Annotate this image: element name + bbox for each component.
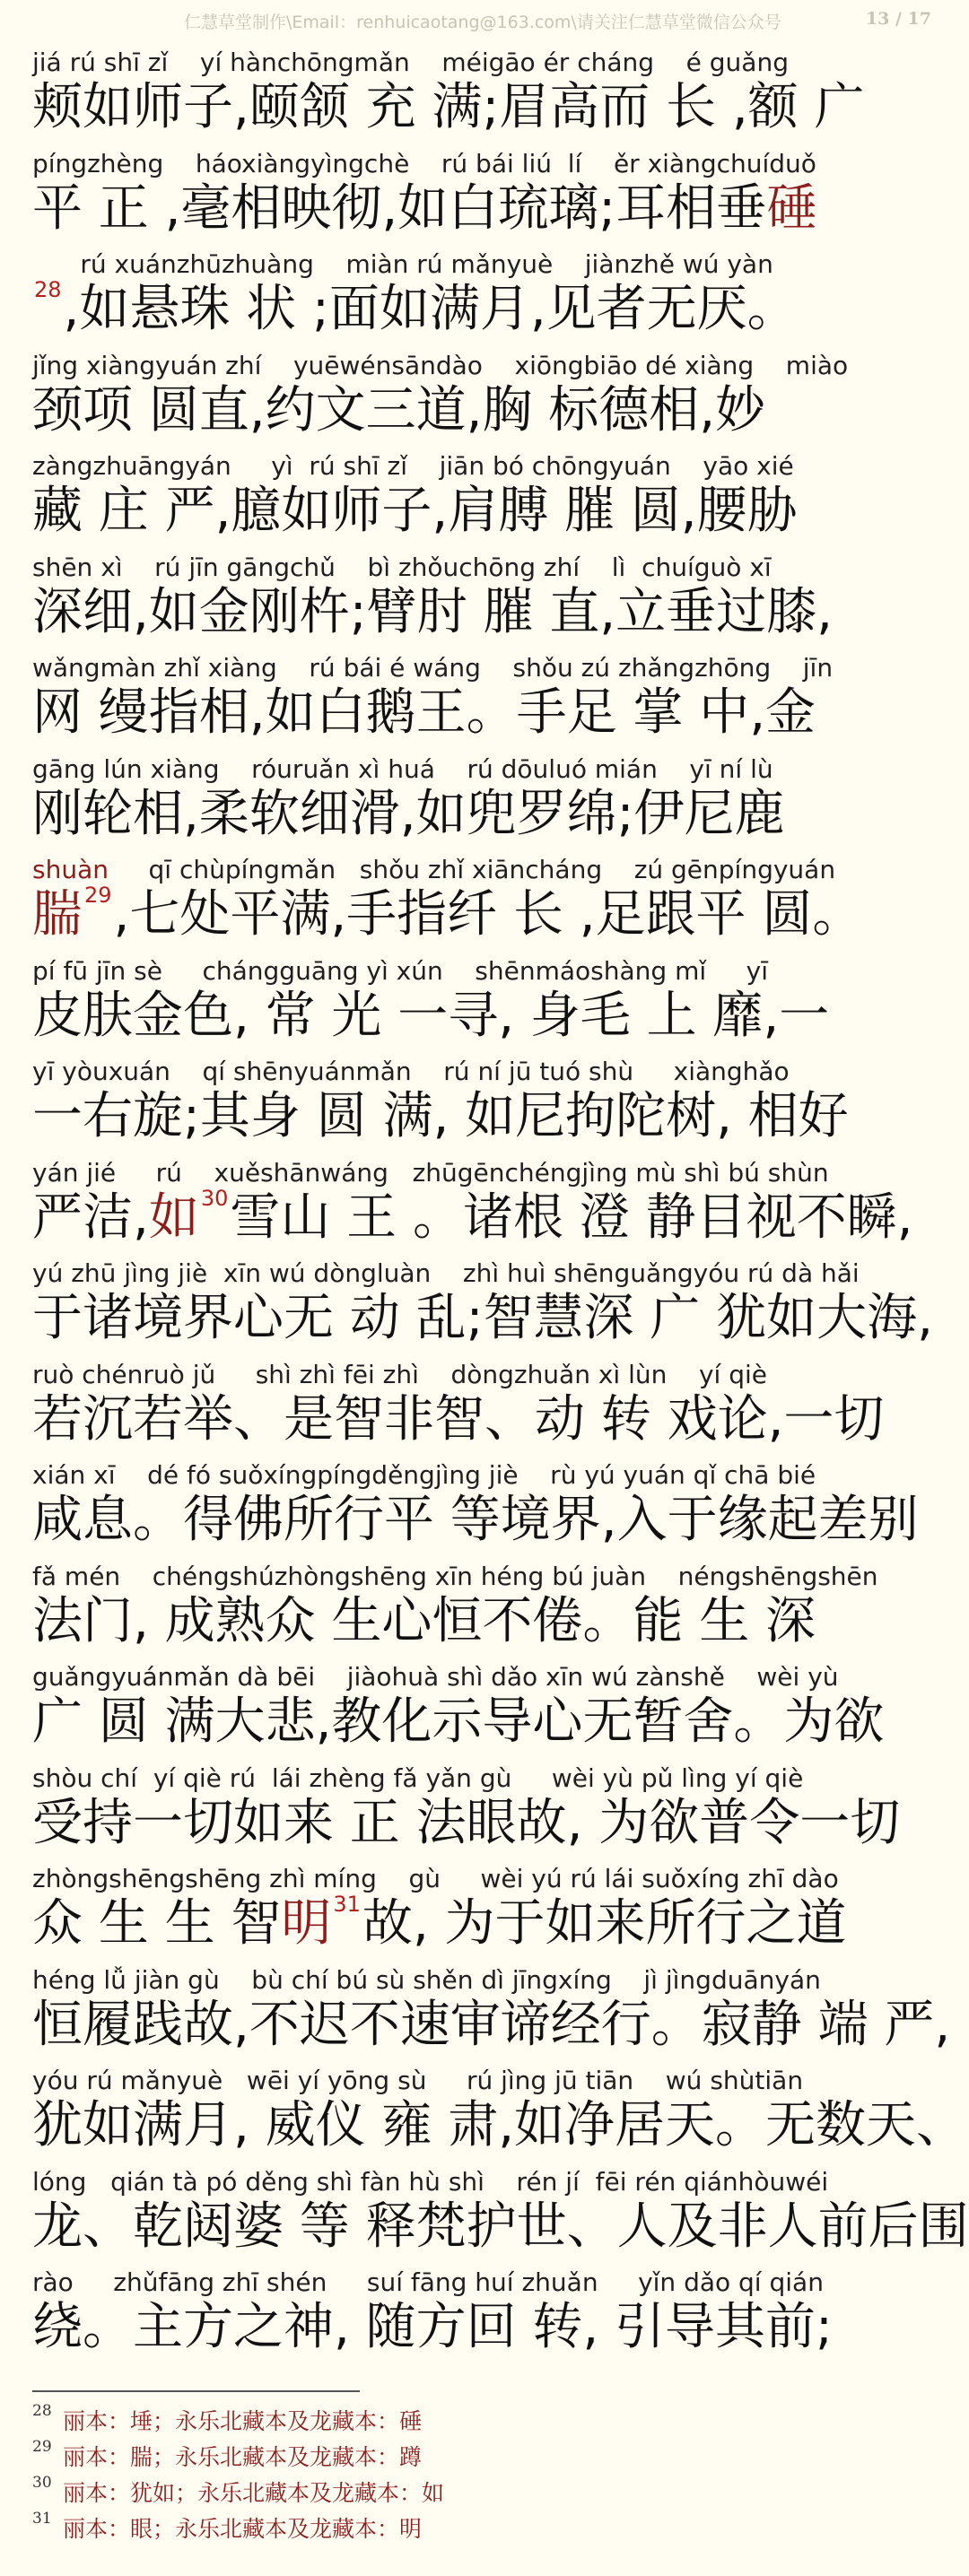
hanzi-line — [32, 784, 947, 845]
footnote — [32, 2438, 930, 2474]
hanzi-line — [32, 1490, 947, 1551]
hanzi-text: 受持一切如来 正 法眼故, 为欲普令一切 — [32, 1793, 901, 1852]
hanzi-line — [32, 1995, 951, 2056]
text-line — [32, 1350, 947, 1451]
text-line — [32, 845, 947, 946]
text-line — [32, 1450, 947, 1552]
hanzi-line — [32, 380, 947, 441]
hanzi-line — [32, 1692, 947, 1753]
pinyin-line: fǎ mén chéngshúzhòngshēng xīn héng bú juàn néngshēngshēn — [32, 1561, 878, 1591]
footnote — [32, 2510, 930, 2546]
hanzi-line — [32, 986, 947, 1047]
hanzi-line — [32, 1185, 947, 1249]
hanzi-text: 网 缦指相,如白鹅王。手足 掌 中,金 — [32, 683, 816, 742]
hanzi-text: 广 圆 满大悲,教化示导心无暂舍。为欲 — [32, 1693, 885, 1751]
pinyin-line: yī yòuxuán qí shēnyuánmǎn rú ní jū tuó shù xiànghǎo — [32, 1057, 790, 1086]
text-line — [32, 2056, 967, 2157]
hanzi-line — [32, 178, 947, 239]
hanzi-line — [32, 1086, 947, 1147]
text-line — [32, 744, 947, 846]
footnote-text: 丽本：腨；永乐北藏本及龙藏本：蹲 — [63, 2444, 423, 2470]
hanzi-line — [32, 1288, 947, 1349]
footnote-text: 丽本：犹如；永乐北藏本及龙藏本：如 — [63, 2480, 445, 2506]
pinyin-line: zhòngshēngshēng zhì míng gù wèi yú rú lái suǒxíng zhī dào — [32, 1864, 839, 1893]
pinyin-line: rào zhǔfāng zhī shén suí fāng huí zhuǎn yǐn dǎo qí qián — [32, 2267, 824, 2297]
hanzi-line — [32, 279, 947, 340]
text-line — [32, 38, 947, 139]
text-line — [32, 1552, 947, 1653]
hanzi-text: 严洁, — [32, 1188, 149, 1247]
hanzi-line — [32, 582, 947, 643]
variant-character: 腨 — [32, 885, 83, 944]
pinyin-line: shuàn qī chùpíngmǎn shǒu zhǐ xiāncháng zú gēnpíngyuán — [32, 855, 836, 884]
page-header — [0, 5, 969, 36]
footnote-number: 28 — [32, 2402, 52, 2420]
footnote-text: 丽本：眼；永乐北藏本及龙藏本：明 — [63, 2516, 423, 2542]
hanzi-text: 犹如满月, 威仪 雍 肃,如净居天。无数天、 — [32, 2096, 967, 2154]
hanzi-text: 法门, 成熟众 生心恒不倦。能 生 深 — [32, 1591, 816, 1650]
footnote — [32, 2402, 930, 2438]
hanzi-text: 藏 庄 严,臆如师子,肩膊 膗 圆,腰胁 — [32, 482, 798, 540]
hanzi-text: 恒履践故,不迟不速审谛经行。寂静 端 严, — [32, 1995, 951, 2054]
variant-character: 硾 — [766, 178, 817, 238]
text-line — [32, 543, 947, 644]
hanzi-line — [32, 481, 947, 542]
text-line — [32, 1854, 947, 1955]
pinyin-line: ruò chénruò jǔ shì zhì fēi zhì dòngzhuǎn xì lùn yí qiè — [32, 1359, 768, 1389]
text-line — [32, 1652, 947, 1754]
text-line — [32, 2258, 947, 2359]
hanzi-text: 咸息。得佛所行平 等境界,入于缘起差别 — [32, 1491, 919, 1549]
footnote — [32, 2474, 930, 2510]
text-line — [32, 1754, 947, 1855]
hanzi-text: 雪山 王 。诸根 澄 静目视不瞬, — [230, 1188, 913, 1247]
hanzi-text: 颊如师子,颐颔 充 满;眉高而 长 ,额 广 — [32, 78, 865, 136]
pinyin-line: xián xī dé fó suǒxíngpíngděngjìng jiè rù yú yuán qǐ chā bié — [32, 1460, 816, 1490]
hanzi-text: 刚轮相,柔软细滑,如兜罗绵;伊尼鹿 — [32, 784, 785, 843]
hanzi-text: 皮肤金色, 常 光 一寻, 身毛 上 靡,一 — [32, 986, 830, 1045]
text-line — [32, 1955, 951, 2057]
footnote-number: 30 — [32, 2474, 52, 2492]
hanzi-line — [32, 77, 947, 138]
hanzi-line — [32, 1893, 947, 1954]
hanzi-text: 若沉若举、是智非智、动 转 戏论,一切 — [32, 1389, 885, 1449]
pinyin-line: yóu rú mǎnyuè wēi yí yōng sù rú jìng jū tiān wú shùtiān — [32, 2066, 804, 2095]
text-line — [32, 341, 947, 442]
pinyin-line: píngzhèng háoxiàngyìngchè rú bái liú lí ěr xiàngchuíduǒ — [32, 148, 816, 178]
pinyin-line: pí fū jīn sè chángguāng yì xún shēnmáoshàng mǐ yī — [32, 955, 768, 986]
footnote-marker[interactable]: 28 — [34, 277, 62, 302]
footnote-number: 31 — [32, 2510, 52, 2528]
hanzi-text: 众 生 生 智 — [32, 1894, 282, 1953]
pinyin-line: lóng qián tà pó děng shì fàn hù shì rén jí fēi rén qiánhòuwéi — [32, 2166, 829, 2197]
scripture-text — [32, 38, 969, 2359]
pinyin-line: jǐng xiàngyuán zhí yuēwénsāndào xiōngbiāo dé xiàng miào — [32, 350, 849, 380]
footnote-text: 丽本：埵；永乐北藏本及龙藏本：硾 — [63, 2408, 423, 2434]
variant-character: 明 — [281, 1894, 332, 1953]
text-line — [32, 1148, 947, 1249]
pinyin-line: héng lǚ jiàn gù bù chí bú sù shěn dì jīngxíng jì jìngduānyán — [32, 1964, 821, 1995]
hanzi-line — [32, 2197, 969, 2258]
hanzi-line — [32, 1591, 947, 1652]
hanzi-text: ,七处平满,手指纤 长 ,足跟平 圆。 — [113, 885, 863, 944]
pinyin-line: yán jié rú xuěshānwáng zhūgēnchéngjìng mù shì bú shùn — [32, 1157, 829, 1188]
hanzi-text: 故, 为于如来所行之道 — [362, 1894, 847, 1953]
hanzi-text: 绕。主方之神, 随方回 转, 引导其前; — [32, 2298, 833, 2356]
footnote-marker[interactable]: 30 — [200, 1185, 229, 1211]
pinyin-line: zàngzhuāngyán yì rú shī zǐ jiān bó chōngyuán yāo xié — [32, 451, 794, 481]
hanzi-line — [32, 1389, 947, 1450]
hanzi-line — [32, 2095, 967, 2156]
text-line — [32, 1047, 947, 1148]
hanzi-text: 于诸境界心无 动 乱;智慧深 广 犹如大海, — [32, 1289, 933, 1347]
hanzi-line — [32, 683, 947, 744]
pinyin-line: shòu chí yí qiè rú lái zhèng fǎ yǎn gù wèi yù pǔ lìng yí qiè — [32, 1762, 804, 1793]
page-number: 13 / 17 — [865, 9, 931, 29]
hanzi-text: 平 正 ,毫相映彻,如白琉璃;耳相垂 — [32, 178, 767, 238]
hanzi-line — [32, 2297, 947, 2358]
pinyin-line: yú zhū jìng jiè xīn wú dòngluàn zhì huì shēnguǎngyóu rú dà hǎi — [32, 1258, 860, 1288]
pinyin-line: jiá rú shī zǐ yí hànchōngmǎn méigāo ér cháng é guǎng — [32, 48, 789, 77]
text-line — [32, 239, 947, 341]
pinyin-line: guǎngyuánmǎn dà bēi jiàohuà shì dǎo xīn wú zànshě wèi yù — [32, 1662, 839, 1692]
text-line — [32, 643, 947, 744]
footnote-divider — [32, 2390, 360, 2392]
hanzi-line — [32, 884, 947, 945]
hanzi-text: 一右旋;其身 圆 满, 如尼拘陀树, 相好 — [32, 1087, 849, 1145]
text-line — [32, 946, 947, 1048]
hanzi-text: 深细,如金刚杵;臂肘 膗 直,立垂过膝, — [32, 582, 833, 641]
pinyin-line: rú xuánzhūzhuàng miàn rú mǎnyuè jiànzhě wú yàn — [32, 249, 773, 279]
header-title: 仁慧草堂制作\Email：renhuicaotang@163.com\请关注仁慧草堂微信公众号 — [184, 13, 781, 32]
footnotes — [32, 2402, 930, 2546]
hanzi-text: ,如悬珠 状 ;面如满月,见者无厌。 — [63, 280, 798, 338]
text-line — [32, 1249, 947, 1350]
text-line — [32, 441, 947, 543]
pinyin-line: shēn xì rú jīn gāngchǔ bì zhǒuchōng zhí lì chuíguò xī — [32, 552, 772, 582]
variant-character: 如 — [148, 1188, 199, 1247]
hanzi-text: 龙、乾闼婆 等 释梵护世、人及非人前后围 — [32, 2197, 969, 2256]
footnote-marker[interactable]: 29 — [84, 883, 112, 908]
text-line — [32, 2157, 969, 2258]
footnote-marker[interactable]: 31 — [333, 1892, 361, 1917]
text-line — [32, 139, 947, 240]
hanzi-text: 颈项 圆直,约文三道,胸 标德相,妙 — [32, 380, 766, 439]
hanzi-line — [32, 1793, 947, 1854]
pinyin-line: gāng lún xiàng róuruǎn xì huá rú dōuluó mián yī ní lù — [32, 753, 773, 784]
pinyin-line: wǎngmàn zhǐ xiàng rú bái é wáng shǒu zú zhǎngzhōng jīn — [32, 653, 834, 683]
footnote-number: 29 — [32, 2438, 52, 2456]
